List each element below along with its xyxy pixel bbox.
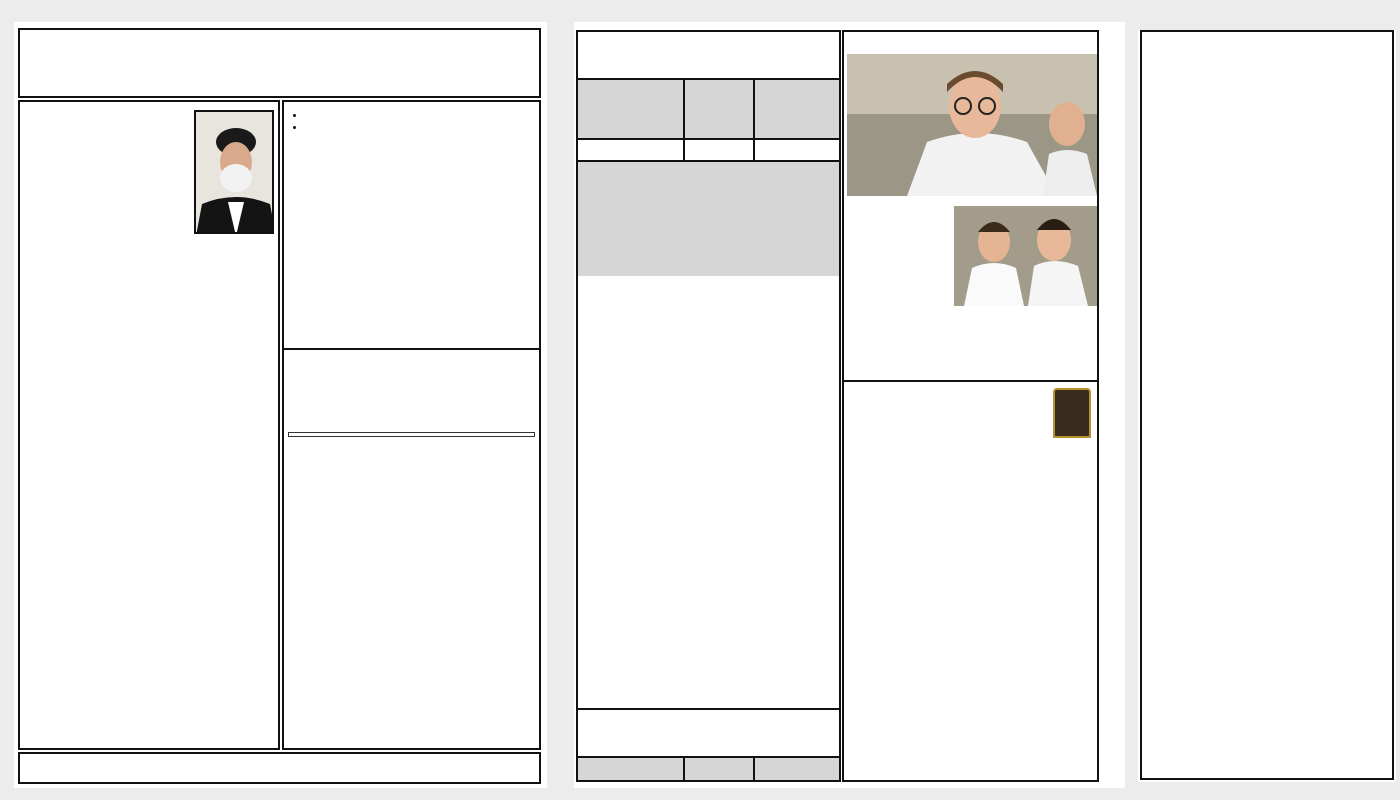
kiddush-levanah-label	[578, 758, 685, 782]
org-info	[148, 44, 338, 46]
page-2	[574, 22, 1125, 788]
end-shabbos-label	[578, 140, 685, 160]
right-column	[282, 100, 541, 750]
havdalah-box	[578, 708, 840, 756]
sunset-row	[578, 78, 840, 138]
end-shabbos-hebrew	[755, 140, 840, 160]
end-shabbos-time	[685, 140, 755, 160]
page3-article	[1140, 30, 1394, 780]
shabbos-schedule	[288, 432, 535, 437]
notice-box	[578, 160, 840, 276]
footer-box	[18, 752, 541, 784]
yeshiva-photo-1	[847, 54, 1097, 196]
tisha-bav-times	[576, 30, 841, 782]
kiddush-levanah-row	[578, 756, 840, 782]
minyan-item	[305, 122, 534, 134]
masthead	[18, 28, 541, 98]
minyan-item	[305, 110, 534, 122]
netziv-section	[844, 380, 1097, 780]
yeshiva-photo-2	[954, 206, 1097, 306]
straight-talk-article	[18, 100, 280, 750]
times-header	[578, 32, 839, 78]
page-1	[14, 22, 547, 788]
page-3	[1138, 30, 1396, 782]
kiddush-levanah-time	[685, 758, 755, 782]
tisha-reminders-section	[284, 350, 539, 356]
kiddush-levanah-hebrew	[755, 758, 840, 782]
rabbi-photo	[194, 110, 274, 234]
netziv-logo	[1053, 388, 1091, 438]
sunset-time	[685, 80, 755, 138]
yeshivas-lower	[848, 308, 1097, 312]
bein-hazmanim-section	[284, 102, 539, 350]
end-shabbos-row	[578, 138, 840, 160]
yeshivas-netziv-column	[842, 30, 1099, 782]
minyan-list	[305, 110, 534, 135]
